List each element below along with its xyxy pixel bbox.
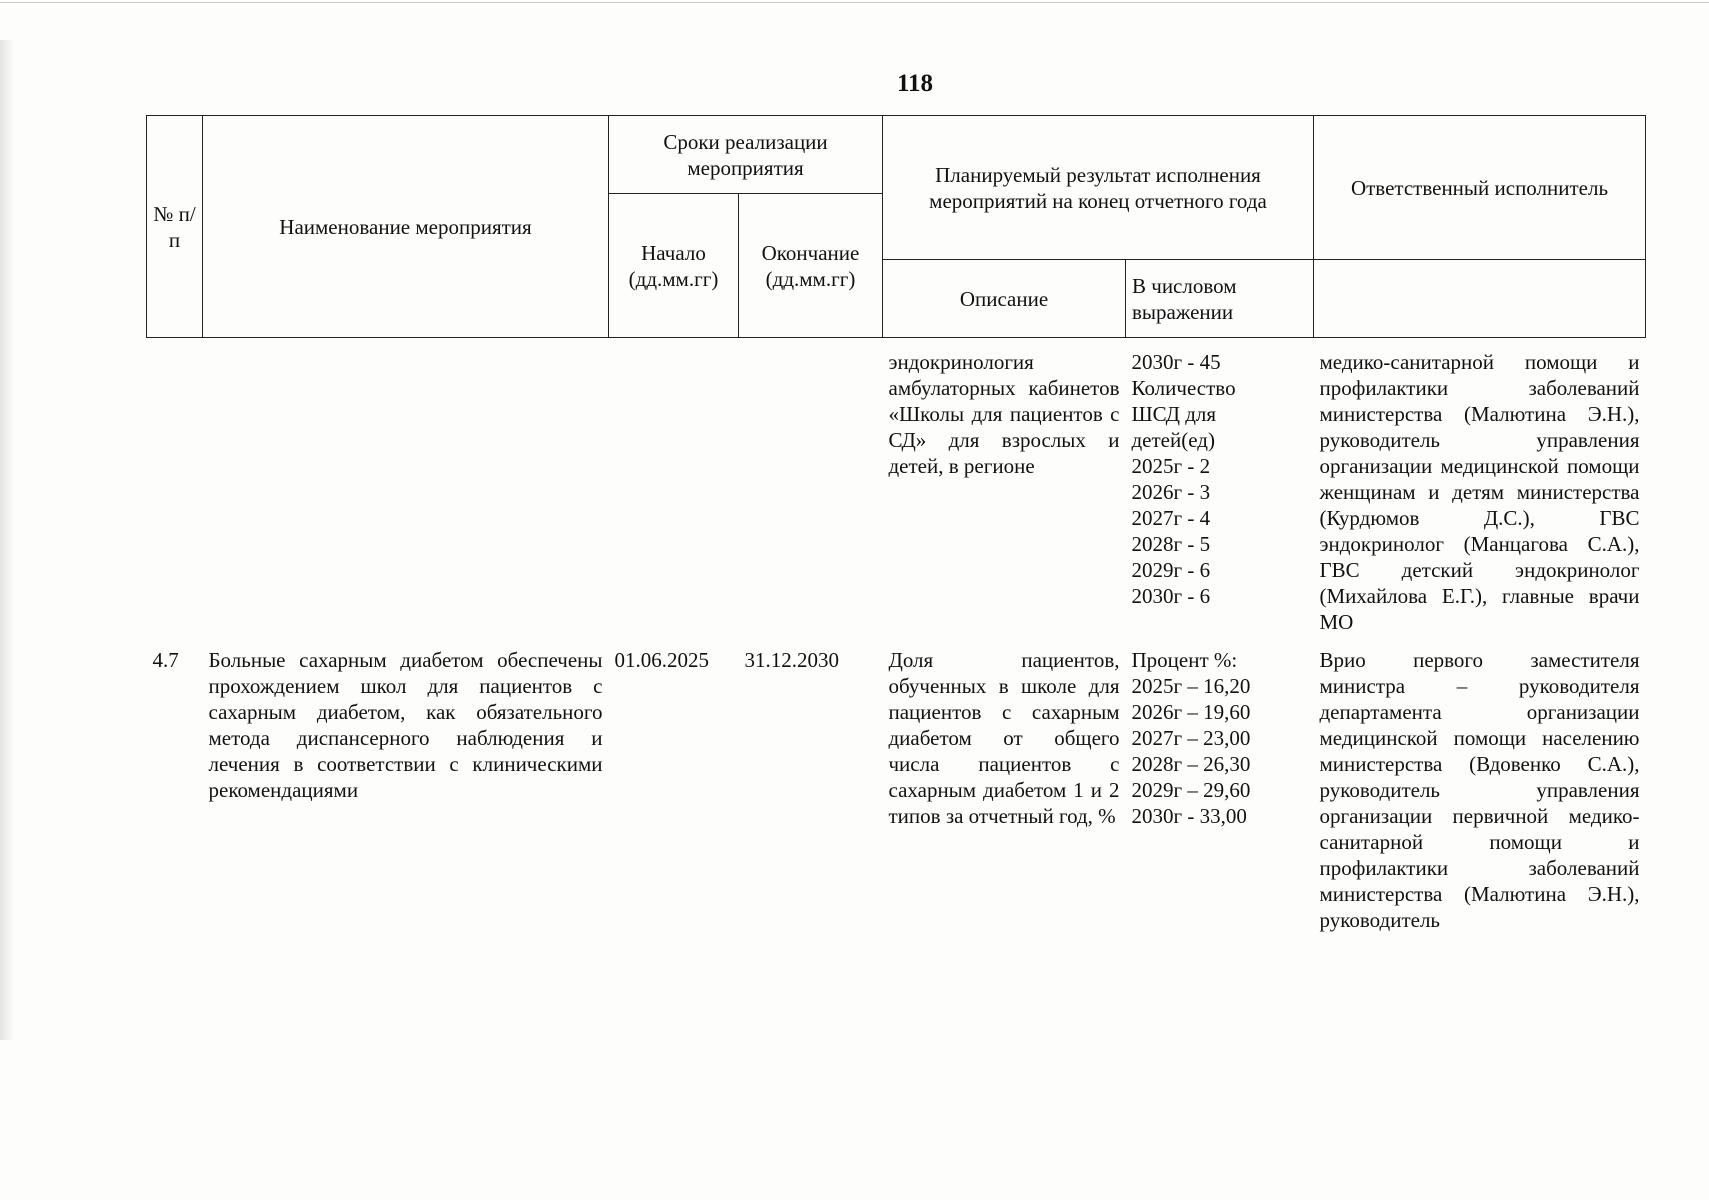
header-name: Наименование мероприятия <box>203 116 609 338</box>
header-terms-group: Сроки реализации мероприятия <box>609 116 883 194</box>
numeric-line: детей(ед) <box>1131 428 1215 452</box>
scan-edge-shadow <box>0 40 14 1040</box>
row-description: эндокринология амбулаторных кабинетов «Школы для пациентов с СД» для взрослых и детей, в регионе <box>888 350 1120 478</box>
table-body <box>147 338 1646 934</box>
row-description: Доля пациентов, обученных в школе для пациентов с сахарным диабетом от общего числа пациентов с сахарным диабетом 1 и 2 типов за отчетный год, % <box>888 648 1120 828</box>
numeric-line: Процент %: <box>1131 648 1238 672</box>
numeric-line: 2027г – 23,00 <box>1131 726 1251 750</box>
numeric-line: 2030г - 45 <box>1131 350 1221 374</box>
page-top-rule <box>0 2 1709 3</box>
header-numeric: В числовом выражении <box>1126 260 1314 338</box>
numeric-line: 2030г - 33,00 <box>1131 804 1247 828</box>
activities-table <box>146 115 1646 933</box>
row-num <box>147 349 203 635</box>
row-numeric <box>1126 647 1314 933</box>
numeric-line: 2029г – 29,60 <box>1131 778 1251 802</box>
numeric-line: 2026г - 3 <box>1131 480 1211 504</box>
numeric-line: ШСД для <box>1131 402 1217 426</box>
row-end <box>739 349 883 635</box>
row-start: 01.06.2025 <box>614 648 709 672</box>
table-header <box>147 116 1646 338</box>
page-number: 118 <box>896 70 934 97</box>
row-name: Больные сахарным диабетом обеспечены прохождением школ для пациентов с сахарным диабетом, как обязательного метода диспансерного наблюдения и лечения в соответствии с клиническими рекомендациями <box>208 648 603 802</box>
row-name <box>203 349 609 635</box>
row-start <box>609 349 739 635</box>
row-end: 31.12.2030 <box>744 648 839 672</box>
row-responsible: Врио первого заместителя министра – руководителя департамента организации медицинской помощи населению министерства (Вдовенко С.А.), руководитель управления организации первичной медико-санитарной помощи и профилактики заболеваний министерства (Малютина Э.Н.), руководитель <box>1319 648 1640 932</box>
row-responsible: медико-санитарной помощи и профилактики заболеваний министерства (Малютина Э.Н.), руководитель управления организации медицинской помощи женщинам и детям министерства (Курдюмов Д.С.), ГВС эндокринолог (Манцагова С.А.), ГВС детский эндокринолог (Михайлова Е.Г.), главные врачи МО <box>1319 350 1640 634</box>
table-row <box>147 647 1646 933</box>
numeric-line: 2027г - 4 <box>1131 506 1211 530</box>
numeric-line: 2028г – 26,30 <box>1131 752 1251 776</box>
header-start: Начало (дд.мм.гг) <box>609 194 739 338</box>
header-responsible-blank <box>1314 260 1646 338</box>
table-row <box>147 349 1646 635</box>
row-num: 4.7 <box>152 648 179 672</box>
numeric-line: 2028г - 5 <box>1131 532 1211 556</box>
numeric-line: Количество <box>1131 376 1236 400</box>
header-description: Описание <box>883 260 1126 338</box>
numeric-line: 2026г – 19,60 <box>1131 700 1251 724</box>
numeric-line: 2030г - 6 <box>1131 584 1211 608</box>
row-numeric <box>1126 349 1314 635</box>
header-responsible: Ответственный исполнитель <box>1314 116 1646 260</box>
numeric-line: 2029г - 6 <box>1131 558 1211 582</box>
header-result-group: Планируемый результат исполнения мероприятий на конец отчетного года <box>883 116 1314 260</box>
header-end: Окончание (дд.мм.гг) <box>739 194 883 338</box>
numeric-line: 2025г - 2 <box>1131 454 1211 478</box>
numeric-line: 2025г – 16,20 <box>1131 674 1251 698</box>
header-num: № п/п <box>147 116 203 338</box>
